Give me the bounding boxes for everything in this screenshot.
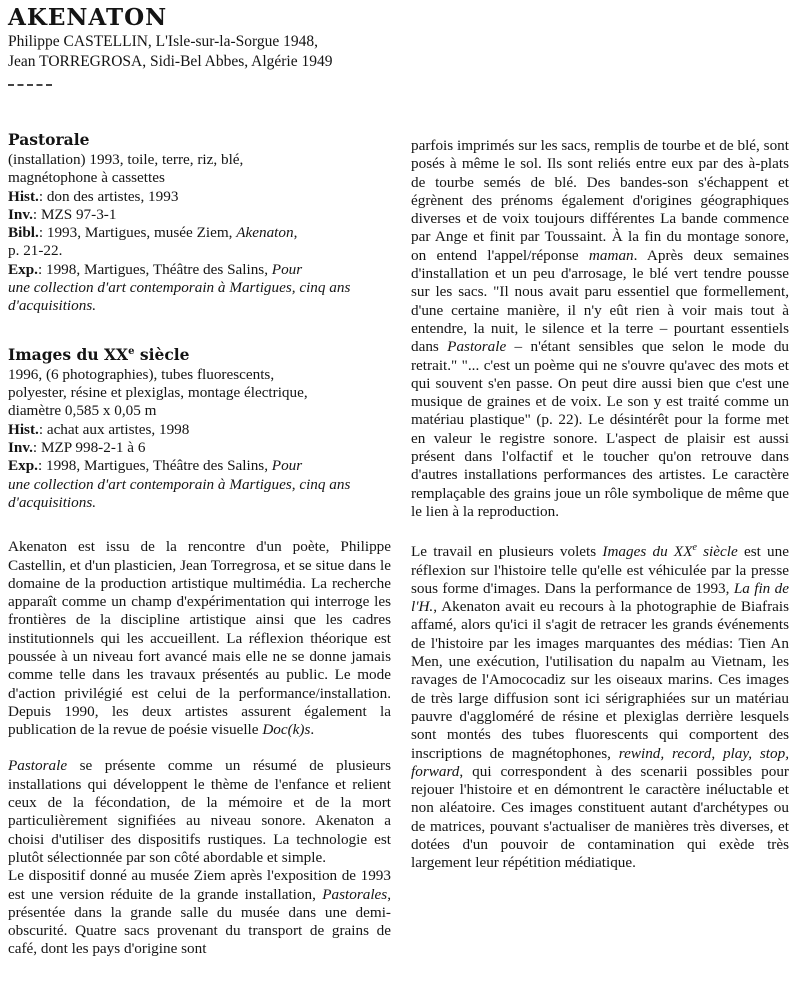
body-paragraph [411,539,789,872]
text-run: Akenaton est issu de la rencontre d'un poète, Philippe Castellin, et d'un plasticien, Jean Torregrosa, et se situe dans le domaine de la production artistique multimédia. La recherche apparaît comme un champ d'expérimentation qui interroge les frontières de la discipline artistique ainsi que les cadres institutionnels qui les accueillent. La réflexion théorique est poussée à un niveau fort avancé mais elle ne se donne jamais comme telle dans les travaux présentés au public. Le mode d'action privilégié est celui de la performance/installation. Depuis 1990, les deux artistes assurent également la publication de la revue de poésie visuelle [8,538,391,739]
artist-line-1: Philippe CASTELLIN, L'Isle-sur-la-Sorgue 1948, [8,33,318,50]
bibl-label: Bibl. [8,224,39,242]
text-run-italic: Images du XX [602,543,693,561]
body-paragraph [8,757,391,867]
exp-title-cont: une collection d'art contemporain à Martigues, cinq ans [8,279,351,297]
bibl-value: : 1993, Martigues, musée Ziem, [38,224,237,242]
text-run-italic: La fin de l'H. [411,579,789,616]
text-run: , Akenaton avait eu recours à la photographie de Biafrais affamé, alors qu'ici il s'agit de retracer les grands événements de l'histoire par les images marquantes des médias: Tien An Men, une exécution, l'utilisation du napalm au Vietnam, les ravages de l'Amococadiz sur les oiseaux marins. Ces images de très large diffusion sont ici sérigraphiées sur un matériau pauvre d'aggloméré de résine et plexiglas derrière lesquels sont montés des tubes fluorescents qui comportent des inscriptions de magnétophones, [411,598,789,762]
text-run-italic: rewind, record, play, stop, forward [411,744,789,780]
inv-value: : MZP 998-2-1 à 6 [32,439,146,457]
body-paragraph [8,867,391,958]
exp-label: Exp. [8,260,38,278]
hist-value: : achat aux artistes, 1998 [38,420,190,438]
entry-medium: polyester, résine et plexiglas, montage électrique, [8,384,308,402]
title-part: siècle [134,344,190,364]
exp-title: Pour [271,457,303,475]
artist-line-2: Jean TORREGROSA, Sidi-Bel Abbes, Algérie 1949 [8,53,333,70]
hist-label: Hist. [8,420,39,438]
title-sup: e [128,345,135,357]
bibl-punct: , [293,224,298,242]
text-run-italic: Doc(k)s [262,721,311,739]
text-run: , présentée dans la grande salle du musée dans une demi-obscurité. Quatre sacs provenant du transport de grains de café, dont les pays d'origine sont [8,885,391,958]
text-run: . [310,721,315,739]
entry-hist [8,421,391,439]
text-run: , qui correspondent à des scenarii possibles pour rejouer l'histoire et en démontrent le caractère inéluctable et non aléatoire. Ces images constituent autant d'archétypes ou de matrices, pouvant s'actualiser de manières très diverses, et dotées d'un pouvoir de contamination qui exède très largement leur répétition médiatique. [411,762,789,872]
text-run-sup: e [692,542,697,554]
exp-title-cont: d'acquisitions. [8,493,97,511]
entry-images-xx-siecle [8,342,391,513]
entry-title: Pastorale [8,130,90,149]
text-run: Le dispositif donné au musée Ziem après l'exposition de 1993 est une version réduite de la grande installation, [8,867,391,903]
entry-title [8,342,391,364]
entry-exp [8,457,391,475]
text-run-italic: Pastorale [8,757,68,775]
text-run: se présente comme un résumé de plusieurs installations qui développent le thème de l'enfance et relient ceux de la fécondation, de la mémoire et de la mort particulièrement signifiées au niveau sonore. Akenaton a choisi d'utiliser des dispositifs rustiques. La technologie est plutôt sélectionnée par son côté abordable et simple. [8,757,391,866]
entry-pastorale [8,130,391,316]
entry-medium: diamètre 0,585 x 0,05 m [8,402,157,420]
exp-title-cont: d'acquisitions. [8,297,97,315]
hist-value: : don des artistes, 1993 [38,187,179,205]
header-divider [8,84,52,86]
exp-title-cont: une collection d'art contemporain à Martigues, cinq ans [8,475,351,493]
artist-title: AKENATON [8,4,168,31]
bibl-title: Akenaton [236,224,294,242]
entry-bibl [8,224,391,242]
text-run-italic: siècle [696,543,738,561]
entry-medium: (installation) 1993, toile, terre, riz, blé, [8,151,244,168]
body-paragraph [8,538,391,739]
entry-inv [8,206,391,224]
text-run-italic: maman [588,246,634,264]
left-column [8,130,391,959]
text-run: Le travail en plusieurs volets [411,543,603,561]
inv-label: Inv. [8,439,33,457]
inv-value: : MZS 97-3-1 [32,205,117,223]
exp-value: : 1998, Martigues, Théâtre des Salins, [37,457,272,475]
entry-medium: 1996, (6 photographies), tubes fluorescents, [8,365,275,383]
inv-label: Inv. [8,205,33,223]
entry-medium: magnétophone à cassettes [8,169,165,187]
entry-inv [8,439,391,457]
entry-bibl-pages: p. 21-22. [8,242,63,260]
entry-exp [8,261,391,279]
text-run: . Après deux semaines d'installation et un peu d'arrosage, le blé vert tendre pousse sur les sacs. "Il nous avait paru essentiel que formellement, d'une certaine manière, il n'y eût rien à voir mais tout à entendre, la nuit, le silence et la terre – pourtant essentiels dans [411,246,790,356]
text-run: parfois imprimés sur les sacs, remplis de tourbe et de blé, sont posés à même le sol. Ils sont reliés entre eux par des à-plats de tourbe semés de blé. Des bandes-son s'échappent et égrènent des prénoms également d'origines géographiques diverses et de voix toujours différentes La bande commence par Ange et finit par Toussaint. À la fin du montage sonore, on entend l'appel/réponse [411,137,789,264]
right-column [411,137,789,873]
text-run-italic: Pastorales [322,885,388,903]
text-run: est une réflexion sur l'histoire telle qu'elle est véhiculée par la presse sous forme d'images. Dans la performance de 1993, [411,543,789,597]
entry-hist [8,188,391,206]
exp-title: Pour [271,260,303,278]
exp-label: Exp. [8,457,38,475]
hist-label: Hist. [8,187,39,205]
text-run-italic: Pastorale [447,338,507,356]
artist-header [8,4,428,72]
text-run: – n'étant sensibles que selon le mode du retrait." "... c'est un poème qui ne s'ouvre qu'avec des mots et qui souvent s'en passe. On peut dire aussi bien que c'est une musique de graines et de voix. Le son y est traité comme un matériau plastique" (p. 22). Le désintérêt pour la forme met en valeur le registre sonore. L'aspect de plaisir est aussi présent dans l'olfactif et le toucher qu'on retrouve dans d'autres installations performances des artistes. Le caractère remplaçable des grains joue un rôle symbolique de même que le lien à la reproduction. [411,338,790,520]
body-paragraph [411,137,789,521]
title-part: Images du XX [8,344,129,364]
exp-value: : 1998, Martigues, Théâtre des Salins, [37,260,272,278]
